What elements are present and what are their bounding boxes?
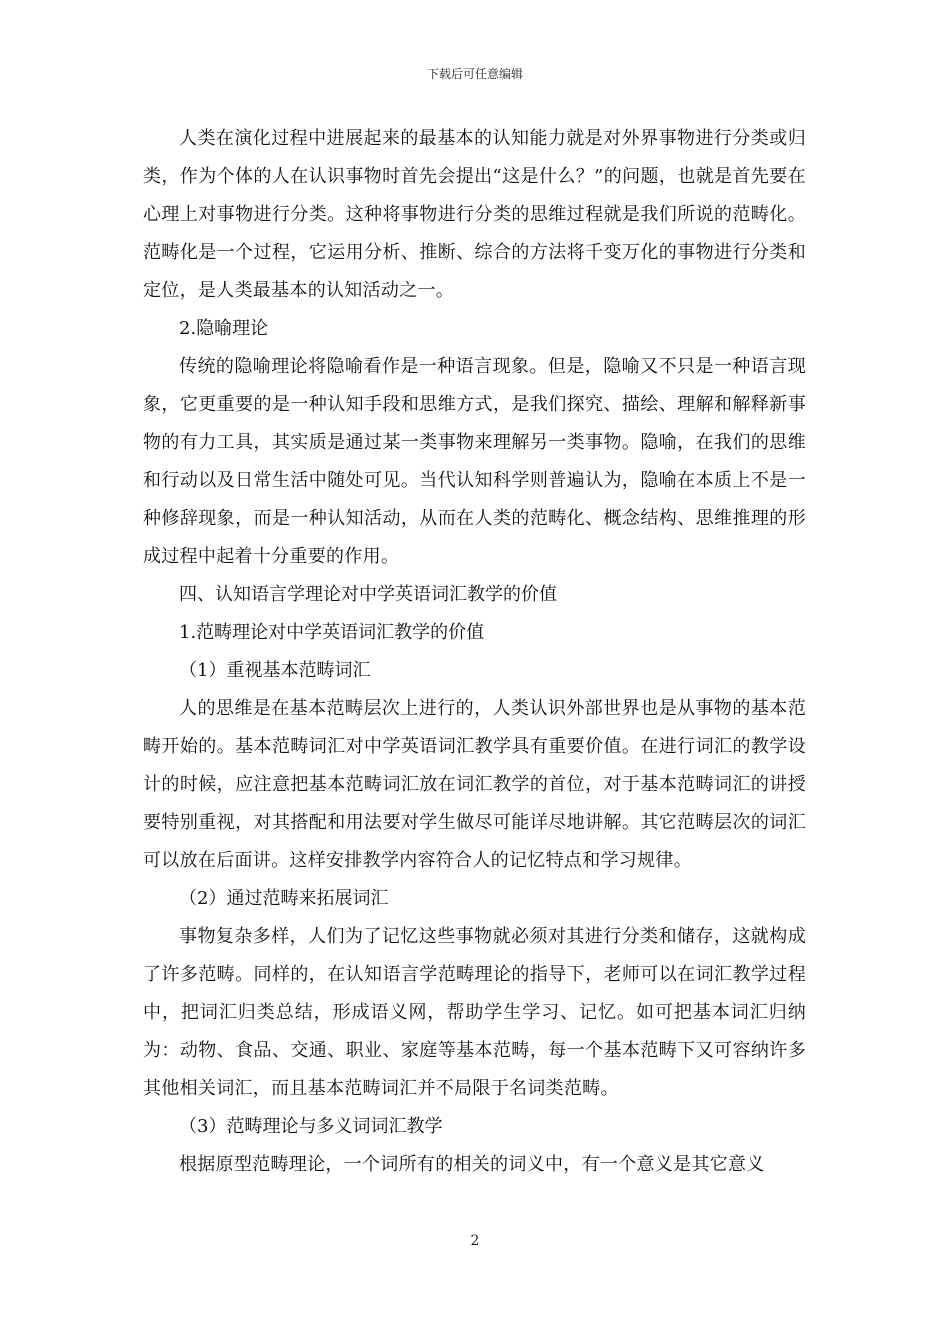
document-body: [143, 120, 806, 1184]
page-header: 下载后可任意编辑: [426, 67, 523, 81]
paragraph-basic-category: 人的思维是在基本范畴层次上进行的，人类认识外部世界也是从事物的基本范畴开始的。基本范畴词汇对中学英语词汇教学具有重要价值。在进行词汇的教学设计的时候，应注意把基本范畴词汇放在词汇教学的首位，对于基本范畴词汇的讲授要特别重视，对其搭配和用法要对学生做尽可能详尽地讲解。其它范畴层次的词汇可以放在后面讲。这样安排教学内容符合人的记忆特点和学习规律。: [143, 698, 806, 871]
heading-polysemy: （3）范畴理论与多义词词汇教学: [179, 1116, 443, 1137]
paragraph-expand-vocab: 事物复杂多样，人们为了记忆这些事物就必须对其进行分类和储存，这就构成了许多范畴。同样的，在认知语言学范畴理论的指导下，老师可以在词汇教学过程中，把词汇归类总结，形成语义网，帮助学生学习、记忆。如可把基本词汇归纳为：动物、食品、交通、职业、家庭等基本范畴，每一个基本范畴下又可容纳许多其他相关词汇，而且基本范畴词汇并不局限于名词类范畴。: [143, 926, 806, 1099]
paragraph-categorization: 人类在演化过程中进展起来的最基本的认知能力就是对外界事物进行分类或归类，作为个体的人在认识事物时首先会提出“这是什么？”的问题，也就是首先要在心理上对事物进行分类。这种将事物进行分类的思维过程就是我们所说的范畴化。范畴化是一个过程，它运用分析、推断、综合的方法将千变万化的事物进行分类和定位，是人类最基本的认知活动之一。: [143, 128, 806, 301]
page-number: 2: [470, 1233, 480, 1249]
heading-metaphor-theory: 2.隐喻理论: [179, 318, 269, 339]
heading-section-four: 四、认知语言学理论对中学英语词汇教学的价值: [179, 584, 557, 605]
heading-basic-category-vocab: （1）重视基本范畴词汇: [179, 660, 371, 681]
heading-category-theory-value: 1.范畴理论对中学英语词汇教学的价值: [179, 622, 485, 643]
paragraph-metaphor: 传统的隐喻理论将隐喻看作是一种语言现象。但是，隐喻又不只是一种语言现象，它更重要的是一种认知手段和思维方式，是我们探究、描绘、理解和解释新事物的有力工具，其实质是通过某一类事物来理解另一类事物。隐喻，在我们的思维和行动以及日常生活中随处可见。当代认知科学则普遍认为，隐喻在本质上不是一种修辞现象，而是一种认知活动，从而在人类的范畴化、概念结构、思维推理的形成过程中起着十分重要的作用。: [143, 356, 806, 567]
paragraph-polysemy: 根据原型范畴理论，一个词所有的相关的词义中，有一个意义是其它意义: [179, 1154, 765, 1175]
heading-expand-vocab: （2）通过范畴来拓展词汇: [179, 888, 389, 909]
